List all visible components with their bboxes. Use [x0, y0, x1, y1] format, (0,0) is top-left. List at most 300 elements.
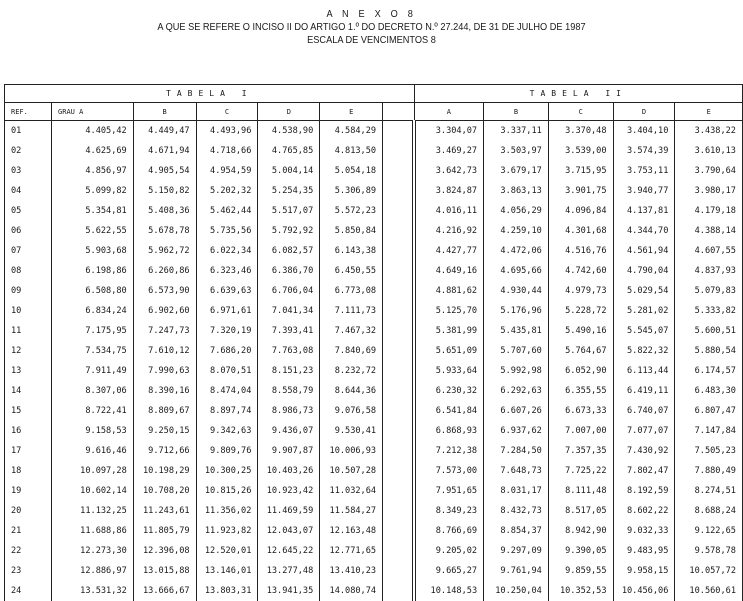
table-row [5, 141, 743, 161]
table-row [5, 521, 743, 541]
column-spacer [383, 561, 415, 581]
column-header: REF. [5, 103, 52, 121]
value-cell: 9.250,15 [133, 421, 196, 441]
value-cell: 9.665,27 [414, 561, 484, 581]
value-cell: 8.854,37 [484, 521, 549, 541]
value-cell: 3.574,39 [613, 141, 675, 161]
table-row [5, 121, 743, 142]
value-cell: 11.469,59 [258, 501, 320, 521]
value-cell: 4.790,04 [613, 261, 675, 281]
annex-title: A N E X O 8 [326, 9, 417, 20]
value-cell: 3.503,97 [484, 141, 549, 161]
ref-cell: 17 [5, 441, 52, 461]
value-cell: 4.137,81 [613, 201, 675, 221]
value-cell: 10.006,93 [320, 441, 383, 461]
value-cell: 7.802,47 [613, 461, 675, 481]
value-cell: 6.260,86 [133, 261, 196, 281]
value-cell: 5.381,99 [414, 321, 484, 341]
value-cell: 7.077,07 [613, 421, 675, 441]
value-cell: 9.297,09 [484, 541, 549, 561]
value-cell: 4.837,93 [675, 261, 743, 281]
ref-cell: 09 [5, 281, 52, 301]
value-cell: 5.281,02 [613, 301, 675, 321]
value-cell: 6.292,63 [484, 381, 549, 401]
value-cell: 7.505,23 [675, 441, 743, 461]
column-spacer [383, 121, 415, 142]
table-row [5, 261, 743, 281]
value-cell: 4.765,85 [258, 141, 320, 161]
value-cell: 9.032,33 [613, 521, 675, 541]
value-cell: 9.436,07 [258, 421, 320, 441]
value-cell: 5.054,18 [320, 161, 383, 181]
value-cell: 9.958,15 [613, 561, 675, 581]
table-row [5, 161, 743, 181]
column-spacer [383, 421, 415, 441]
value-cell: 5.850,84 [320, 221, 383, 241]
value-cell: 3.863,13 [484, 181, 549, 201]
value-cell: 6.706,04 [258, 281, 320, 301]
value-cell: 6.971,61 [196, 301, 258, 321]
value-cell: 10.198,29 [133, 461, 196, 481]
value-cell: 8.111,48 [548, 481, 613, 501]
table-row [5, 361, 743, 381]
value-cell: 8.644,36 [320, 381, 383, 401]
value-cell: 12.771,65 [320, 541, 383, 561]
ref-cell: 14 [5, 381, 52, 401]
value-cell: 4.671,94 [133, 141, 196, 161]
value-cell: 8.349,23 [414, 501, 484, 521]
value-cell: 7.041,34 [258, 301, 320, 321]
ref-cell: 20 [5, 501, 52, 521]
value-cell: 3.940,77 [613, 181, 675, 201]
column-header: B [133, 103, 196, 121]
value-cell: 5.150,82 [133, 181, 196, 201]
table-row [5, 321, 743, 341]
value-cell: 13.277,48 [258, 561, 320, 581]
ref-cell: 16 [5, 421, 52, 441]
value-cell: 7.686,20 [196, 341, 258, 361]
value-cell: 5.333,82 [675, 301, 743, 321]
table-row [5, 421, 743, 441]
value-cell: 13.531,32 [52, 581, 134, 601]
value-cell: 6.386,70 [258, 261, 320, 281]
value-cell: 4.259,10 [484, 221, 549, 241]
value-cell: 4.538,90 [258, 121, 320, 142]
value-cell: 7.320,19 [196, 321, 258, 341]
value-cell: 12.273,30 [52, 541, 134, 561]
table-row [5, 501, 743, 521]
value-cell: 8.474,04 [196, 381, 258, 401]
value-cell: 8.517,05 [548, 501, 613, 521]
value-cell: 6.541,84 [414, 401, 484, 421]
value-cell: 4.954,59 [196, 161, 258, 181]
value-cell: 9.809,76 [196, 441, 258, 461]
column-spacer [383, 321, 415, 341]
value-cell: 13.410,23 [320, 561, 383, 581]
value-cell: 5.490,16 [548, 321, 613, 341]
tabela-2-header: TABELA II [414, 85, 742, 103]
value-cell: 3.304,07 [414, 121, 484, 142]
table-row [5, 461, 743, 481]
value-cell: 5.306,89 [320, 181, 383, 201]
column-spacer [383, 241, 415, 261]
value-cell: 7.393,41 [258, 321, 320, 341]
value-cell: 10.403,26 [258, 461, 320, 481]
value-cell: 5.600,51 [675, 321, 743, 341]
value-cell: 3.790,64 [675, 161, 743, 181]
column-header: B [484, 103, 549, 121]
value-cell: 5.933,64 [414, 361, 484, 381]
ref-cell: 24 [5, 581, 52, 601]
ref-cell: 23 [5, 561, 52, 581]
value-cell: 3.539,00 [548, 141, 613, 161]
table-row [5, 581, 743, 601]
value-cell: 6.323,46 [196, 261, 258, 281]
value-cell: 9.158,53 [52, 421, 134, 441]
value-cell: 8.232,72 [320, 361, 383, 381]
value-cell: 7.007,00 [548, 421, 613, 441]
column-spacer [383, 381, 415, 401]
value-cell: 8.558,79 [258, 381, 320, 401]
value-cell: 6.868,93 [414, 421, 484, 441]
value-cell: 4.649,16 [414, 261, 484, 281]
value-cell: 4.905,54 [133, 161, 196, 181]
value-cell: 7.111,73 [320, 301, 383, 321]
value-cell: 4.718,66 [196, 141, 258, 161]
value-cell: 10.148,53 [414, 581, 484, 601]
value-cell: 4.881,62 [414, 281, 484, 301]
ref-cell: 05 [5, 201, 52, 221]
value-cell: 5.517,07 [258, 201, 320, 221]
value-cell: 6.419,11 [613, 381, 675, 401]
value-cell: 7.610,12 [133, 341, 196, 361]
value-cell: 7.725,22 [548, 461, 613, 481]
value-cell: 6.113,44 [613, 361, 675, 381]
column-header: D [613, 103, 675, 121]
salary-scale-table [4, 84, 743, 601]
value-cell: 5.962,72 [133, 241, 196, 261]
value-cell: 4.607,55 [675, 241, 743, 261]
value-cell: 5.079,83 [675, 281, 743, 301]
value-cell: 11.584,27 [320, 501, 383, 521]
column-spacer [383, 141, 415, 161]
column-spacer [383, 201, 415, 221]
value-cell: 6.773,08 [320, 281, 383, 301]
value-cell: 7.534,75 [52, 341, 134, 361]
value-cell: 10.923,42 [258, 481, 320, 501]
column-header: E [320, 103, 383, 121]
value-cell: 4.856,97 [52, 161, 134, 181]
value-cell: 7.247,73 [133, 321, 196, 341]
value-cell: 7.648,73 [484, 461, 549, 481]
column-header: D [258, 103, 320, 121]
value-cell: 9.390,05 [548, 541, 613, 561]
value-cell: 11.132,25 [52, 501, 134, 521]
value-cell: 6.483,30 [675, 381, 743, 401]
ref-cell: 11 [5, 321, 52, 341]
value-cell: 6.230,32 [414, 381, 484, 401]
value-cell: 4.695,66 [484, 261, 549, 281]
value-cell: 6.052,90 [548, 361, 613, 381]
value-cell: 6.607,26 [484, 401, 549, 421]
value-cell: 6.143,38 [320, 241, 383, 261]
value-cell: 6.508,80 [52, 281, 134, 301]
value-cell: 3.404,10 [613, 121, 675, 142]
value-cell: 9.530,41 [320, 421, 383, 441]
value-cell: 13.941,35 [258, 581, 320, 601]
value-cell: 10.507,28 [320, 461, 383, 481]
value-cell: 4.344,70 [613, 221, 675, 241]
value-cell: 4.216,92 [414, 221, 484, 241]
value-cell: 4.056,29 [484, 201, 549, 221]
value-cell: 6.450,55 [320, 261, 383, 281]
value-cell: 8.390,16 [133, 381, 196, 401]
table-row [5, 341, 743, 361]
value-cell: 3.337,11 [484, 121, 549, 142]
ref-cell: 10 [5, 301, 52, 321]
value-cell: 5.545,07 [613, 321, 675, 341]
value-cell: 7.573,00 [414, 461, 484, 481]
value-cell: 9.205,02 [414, 541, 484, 561]
value-cell: 9.859,55 [548, 561, 613, 581]
column-spacer [383, 221, 415, 241]
ref-cell: 21 [5, 521, 52, 541]
value-cell: 4.472,06 [484, 241, 549, 261]
value-cell: 9.342,63 [196, 421, 258, 441]
value-cell: 10.057,72 [675, 561, 743, 581]
value-cell: 7.763,08 [258, 341, 320, 361]
value-cell: 5.354,81 [52, 201, 134, 221]
column-spacer [383, 401, 415, 421]
value-cell: 7.467,32 [320, 321, 383, 341]
column-spacer [383, 441, 415, 461]
value-cell: 14.080,74 [320, 581, 383, 601]
annex-subtitle: A QUE SE REFERE O INCISO II DO ARTIGO 1.º DO DECRETO N.º 27.244, DE 31 DE JULHO DE 1987 [157, 22, 586, 33]
value-cell: 5.228,72 [548, 301, 613, 321]
table-row [5, 281, 743, 301]
value-cell: 9.578,78 [675, 541, 743, 561]
value-cell: 9.483,95 [613, 541, 675, 561]
value-cell: 4.179,18 [675, 201, 743, 221]
value-cell: 6.082,57 [258, 241, 320, 261]
column-header: E [675, 103, 743, 121]
column-spacer [383, 103, 415, 121]
table-row [5, 301, 743, 321]
value-cell: 10.456,06 [613, 581, 675, 601]
value-cell: 6.022,34 [196, 241, 258, 261]
table-row [5, 181, 743, 201]
value-cell: 11.688,86 [52, 521, 134, 541]
ref-cell: 15 [5, 401, 52, 421]
value-cell: 8.192,59 [613, 481, 675, 501]
value-cell: 8.897,74 [196, 401, 258, 421]
value-cell: 3.679,17 [484, 161, 549, 181]
column-header: A [414, 103, 484, 121]
value-cell: 9.076,58 [320, 401, 383, 421]
value-cell: 3.715,95 [548, 161, 613, 181]
value-cell: 5.572,23 [320, 201, 383, 221]
value-cell: 5.125,70 [414, 301, 484, 321]
value-cell: 5.029,54 [613, 281, 675, 301]
column-spacer [383, 501, 415, 521]
value-cell: 3.469,27 [414, 141, 484, 161]
value-cell: 7.175,95 [52, 321, 134, 341]
table-row [5, 481, 743, 501]
value-cell: 7.990,63 [133, 361, 196, 381]
value-cell: 4.625,69 [52, 141, 134, 161]
value-cell: 7.430,92 [613, 441, 675, 461]
value-cell: 10.815,26 [196, 481, 258, 501]
value-cell: 13.015,88 [133, 561, 196, 581]
value-cell: 3.980,17 [675, 181, 743, 201]
value-cell: 5.764,67 [548, 341, 613, 361]
value-cell: 12.645,22 [258, 541, 320, 561]
ref-cell: 04 [5, 181, 52, 201]
value-cell: 7.147,84 [675, 421, 743, 441]
value-cell: 7.951,65 [414, 481, 484, 501]
value-cell: 3.370,48 [548, 121, 613, 142]
column-spacer [383, 161, 415, 181]
value-cell: 6.573,90 [133, 281, 196, 301]
value-cell: 5.707,60 [484, 341, 549, 361]
column-spacer [383, 461, 415, 481]
value-cell: 4.979,73 [548, 281, 613, 301]
column-spacer [383, 541, 415, 561]
value-cell: 8.809,67 [133, 401, 196, 421]
table-row [5, 541, 743, 561]
value-cell: 8.942,90 [548, 521, 613, 541]
value-cell: 3.753,11 [613, 161, 675, 181]
value-cell: 7.284,50 [484, 441, 549, 461]
value-cell: 8.070,51 [196, 361, 258, 381]
value-cell: 13.666,67 [133, 581, 196, 601]
value-cell: 5.903,68 [52, 241, 134, 261]
column-spacer [383, 581, 415, 601]
ref-cell: 12 [5, 341, 52, 361]
value-cell: 4.493,96 [196, 121, 258, 142]
value-cell: 4.388,14 [675, 221, 743, 241]
value-cell: 12.396,08 [133, 541, 196, 561]
value-cell: 6.937,62 [484, 421, 549, 441]
value-cell: 5.176,96 [484, 301, 549, 321]
value-cell: 9.616,46 [52, 441, 134, 461]
value-cell: 12.520,01 [196, 541, 258, 561]
ref-cell: 13 [5, 361, 52, 381]
value-cell: 5.651,09 [414, 341, 484, 361]
value-cell: 6.740,07 [613, 401, 675, 421]
value-cell: 6.673,33 [548, 401, 613, 421]
value-cell: 11.356,02 [196, 501, 258, 521]
value-cell: 11.243,61 [133, 501, 196, 521]
value-cell: 12.163,48 [320, 521, 383, 541]
ref-cell: 03 [5, 161, 52, 181]
value-cell: 8.307,06 [52, 381, 134, 401]
value-cell: 4.016,11 [414, 201, 484, 221]
value-cell: 5.992,98 [484, 361, 549, 381]
value-cell: 4.813,50 [320, 141, 383, 161]
value-cell: 8.986,73 [258, 401, 320, 421]
value-cell: 6.639,63 [196, 281, 258, 301]
column-header: GRAU A [52, 103, 134, 121]
ref-cell: 07 [5, 241, 52, 261]
value-cell: 13.803,31 [196, 581, 258, 601]
value-cell: 4.516,76 [548, 241, 613, 261]
value-cell: 7.212,38 [414, 441, 484, 461]
value-cell: 7.880,49 [675, 461, 743, 481]
value-cell: 3.901,75 [548, 181, 613, 201]
value-cell: 11.923,82 [196, 521, 258, 541]
value-cell: 6.807,47 [675, 401, 743, 421]
value-cell: 5.735,56 [196, 221, 258, 241]
ref-cell: 02 [5, 141, 52, 161]
value-cell: 4.427,77 [414, 241, 484, 261]
table-row [5, 561, 743, 581]
column-header: C [548, 103, 613, 121]
value-cell: 5.462,44 [196, 201, 258, 221]
column-spacer [383, 261, 415, 281]
scale-title: ESCALA DE VENCIMENTOS 8 [307, 35, 436, 46]
value-cell: 5.792,92 [258, 221, 320, 241]
value-cell: 4.096,84 [548, 201, 613, 221]
value-cell: 4.930,44 [484, 281, 549, 301]
value-cell: 10.708,20 [133, 481, 196, 501]
column-spacer [383, 521, 415, 541]
value-cell: 9.122,65 [675, 521, 743, 541]
value-cell: 10.602,14 [52, 481, 134, 501]
value-cell: 4.742,60 [548, 261, 613, 281]
value-cell: 13.146,01 [196, 561, 258, 581]
value-cell: 5.408,36 [133, 201, 196, 221]
ref-cell: 22 [5, 541, 52, 561]
value-cell: 8.274,51 [675, 481, 743, 501]
value-cell: 8.432,73 [484, 501, 549, 521]
value-cell: 4.301,68 [548, 221, 613, 241]
value-cell: 6.902,60 [133, 301, 196, 321]
table-row [5, 201, 743, 221]
table-row [5, 241, 743, 261]
value-cell: 3.642,73 [414, 161, 484, 181]
ref-cell: 19 [5, 481, 52, 501]
value-cell: 4.561,94 [613, 241, 675, 261]
column-spacer [383, 281, 415, 301]
value-cell: 4.584,29 [320, 121, 383, 142]
value-cell: 10.352,53 [548, 581, 613, 601]
ref-cell: 01 [5, 121, 52, 142]
value-cell: 9.761,94 [484, 561, 549, 581]
value-cell: 5.880,54 [675, 341, 743, 361]
value-cell: 6.355,55 [548, 381, 613, 401]
value-cell: 8.722,41 [52, 401, 134, 421]
value-cell: 7.840,69 [320, 341, 383, 361]
column-spacer [383, 181, 415, 201]
column-spacer [383, 301, 415, 321]
value-cell: 5.435,81 [484, 321, 549, 341]
value-cell: 10.560,61 [675, 581, 743, 601]
value-cell: 10.300,25 [196, 461, 258, 481]
value-cell: 5.004,14 [258, 161, 320, 181]
table-row [5, 441, 743, 461]
table-row [5, 221, 743, 241]
table-row [5, 381, 743, 401]
value-cell: 4.449,47 [133, 121, 196, 142]
value-cell: 3.438,22 [675, 121, 743, 142]
value-cell: 8.602,22 [613, 501, 675, 521]
value-cell: 8.031,17 [484, 481, 549, 501]
ref-cell: 08 [5, 261, 52, 281]
value-cell: 7.357,35 [548, 441, 613, 461]
table-row [5, 401, 743, 421]
ref-cell: 06 [5, 221, 52, 241]
